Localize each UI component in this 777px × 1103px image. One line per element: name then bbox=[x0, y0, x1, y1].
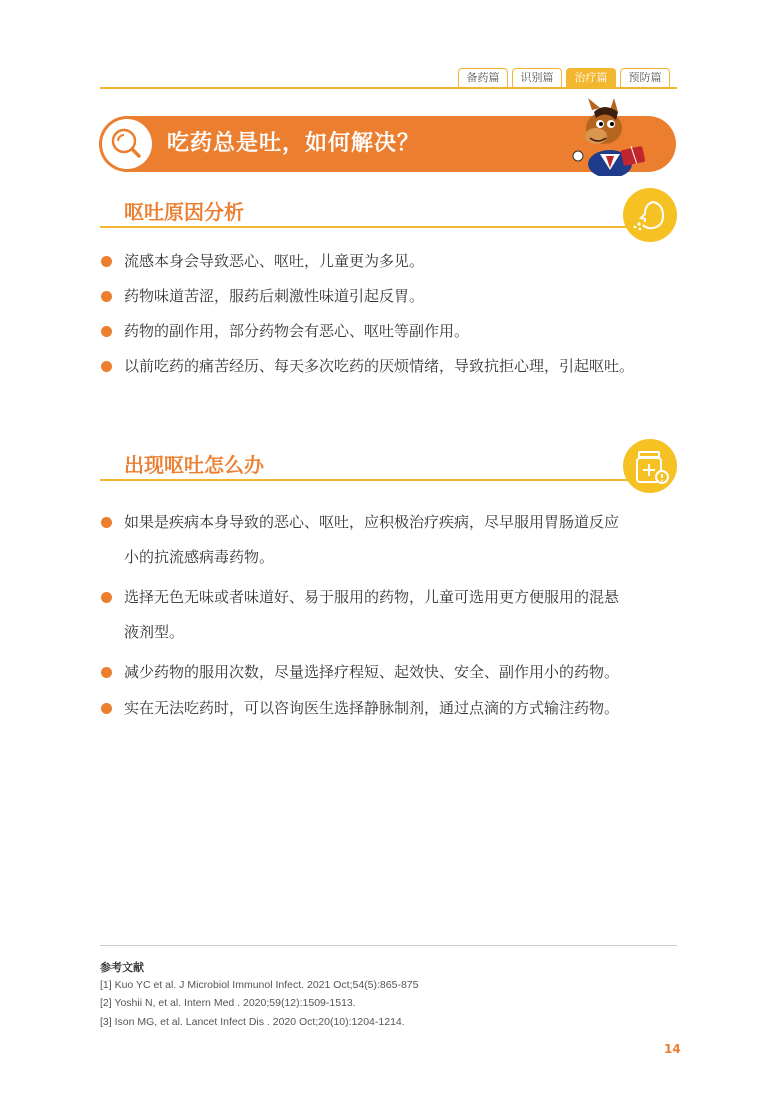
bullet-icon bbox=[101, 256, 112, 267]
section-title-solutions: 出现呕吐怎么办 bbox=[124, 453, 264, 477]
section-title-causes: 呕吐原因分析 bbox=[124, 200, 244, 224]
bullet-icon bbox=[101, 703, 112, 714]
references-title: 参考文献 bbox=[100, 961, 144, 974]
header-divider bbox=[100, 87, 677, 89]
medicine-bottle-icon bbox=[623, 439, 677, 493]
tab-prevention[interactable]: 预防篇 bbox=[620, 68, 670, 87]
tab-treatment[interactable]: 治疗篇 bbox=[566, 68, 616, 87]
section-divider-causes bbox=[100, 226, 630, 228]
bullet-icon bbox=[101, 326, 112, 337]
nausea-face-icon bbox=[623, 188, 677, 242]
reference-item: [2] Yoshii N, et al. Intern Med . 2020;59(12):1509-1513. bbox=[100, 997, 356, 1009]
list-item: 选择无色无味或者味道好、易于服用的药物，儿童可选用更方便服用的混悬 液剂型。 bbox=[100, 580, 690, 655]
solutions-list bbox=[100, 505, 690, 727]
list-item: 药物的副作用，部分药物会有恶心、呕吐等副作用。 bbox=[100, 318, 690, 353]
magnifier-icon bbox=[102, 119, 152, 169]
bullet-icon bbox=[101, 361, 112, 372]
list-item: 如果是疾病本身导致的恶心、呕吐，应积极治疗疾病，尽早服用胃肠道反应 小的抗流感病毒药物。 bbox=[100, 505, 690, 580]
list-item: 以前吃药的痛苦经历、每天多次吃药的厌烦情绪，导致抗拒心理，引起呕吐。 bbox=[100, 353, 690, 388]
list-item: 流感本身会导致恶心、呕吐，儿童更为多见。 bbox=[100, 248, 690, 283]
bullet-icon bbox=[101, 517, 112, 528]
bullet-icon bbox=[101, 667, 112, 678]
reference-item: [1] Kuo YC et al. J Microbiol Immunol Infect. 2021 Oct;54(5):865-875 bbox=[100, 979, 419, 991]
bullet-icon bbox=[101, 592, 112, 603]
bullet-icon bbox=[101, 291, 112, 302]
list-item: 实在无法吃药时，可以咨询医生选择静脉制剂，通过点滴的方式输注药物。 bbox=[100, 691, 690, 727]
list-item: 减少药物的服用次数，尽量选择疗程短、起效快、安全、副作用小的药物。 bbox=[100, 655, 690, 691]
page-title: 吃药总是吐，如何解决？ bbox=[167, 131, 421, 156]
section-divider-solutions bbox=[100, 479, 630, 481]
reference-item: [3] Ison MG, et al. Lancet Infect Dis . 2020 Oct;20(10):1204-1214. bbox=[100, 1016, 405, 1028]
list-item: 药物味道苦涩，服药后刺激性味道引起反胃。 bbox=[100, 283, 690, 318]
horse-mascot-icon bbox=[566, 98, 648, 176]
page-number: 14 bbox=[664, 1042, 681, 1056]
chapter-tabs bbox=[458, 68, 670, 87]
causes-list bbox=[100, 248, 690, 388]
tab-identify[interactable]: 识别篇 bbox=[512, 68, 562, 87]
tab-prepare[interactable]: 备药篇 bbox=[458, 68, 508, 87]
references-divider bbox=[100, 945, 677, 946]
